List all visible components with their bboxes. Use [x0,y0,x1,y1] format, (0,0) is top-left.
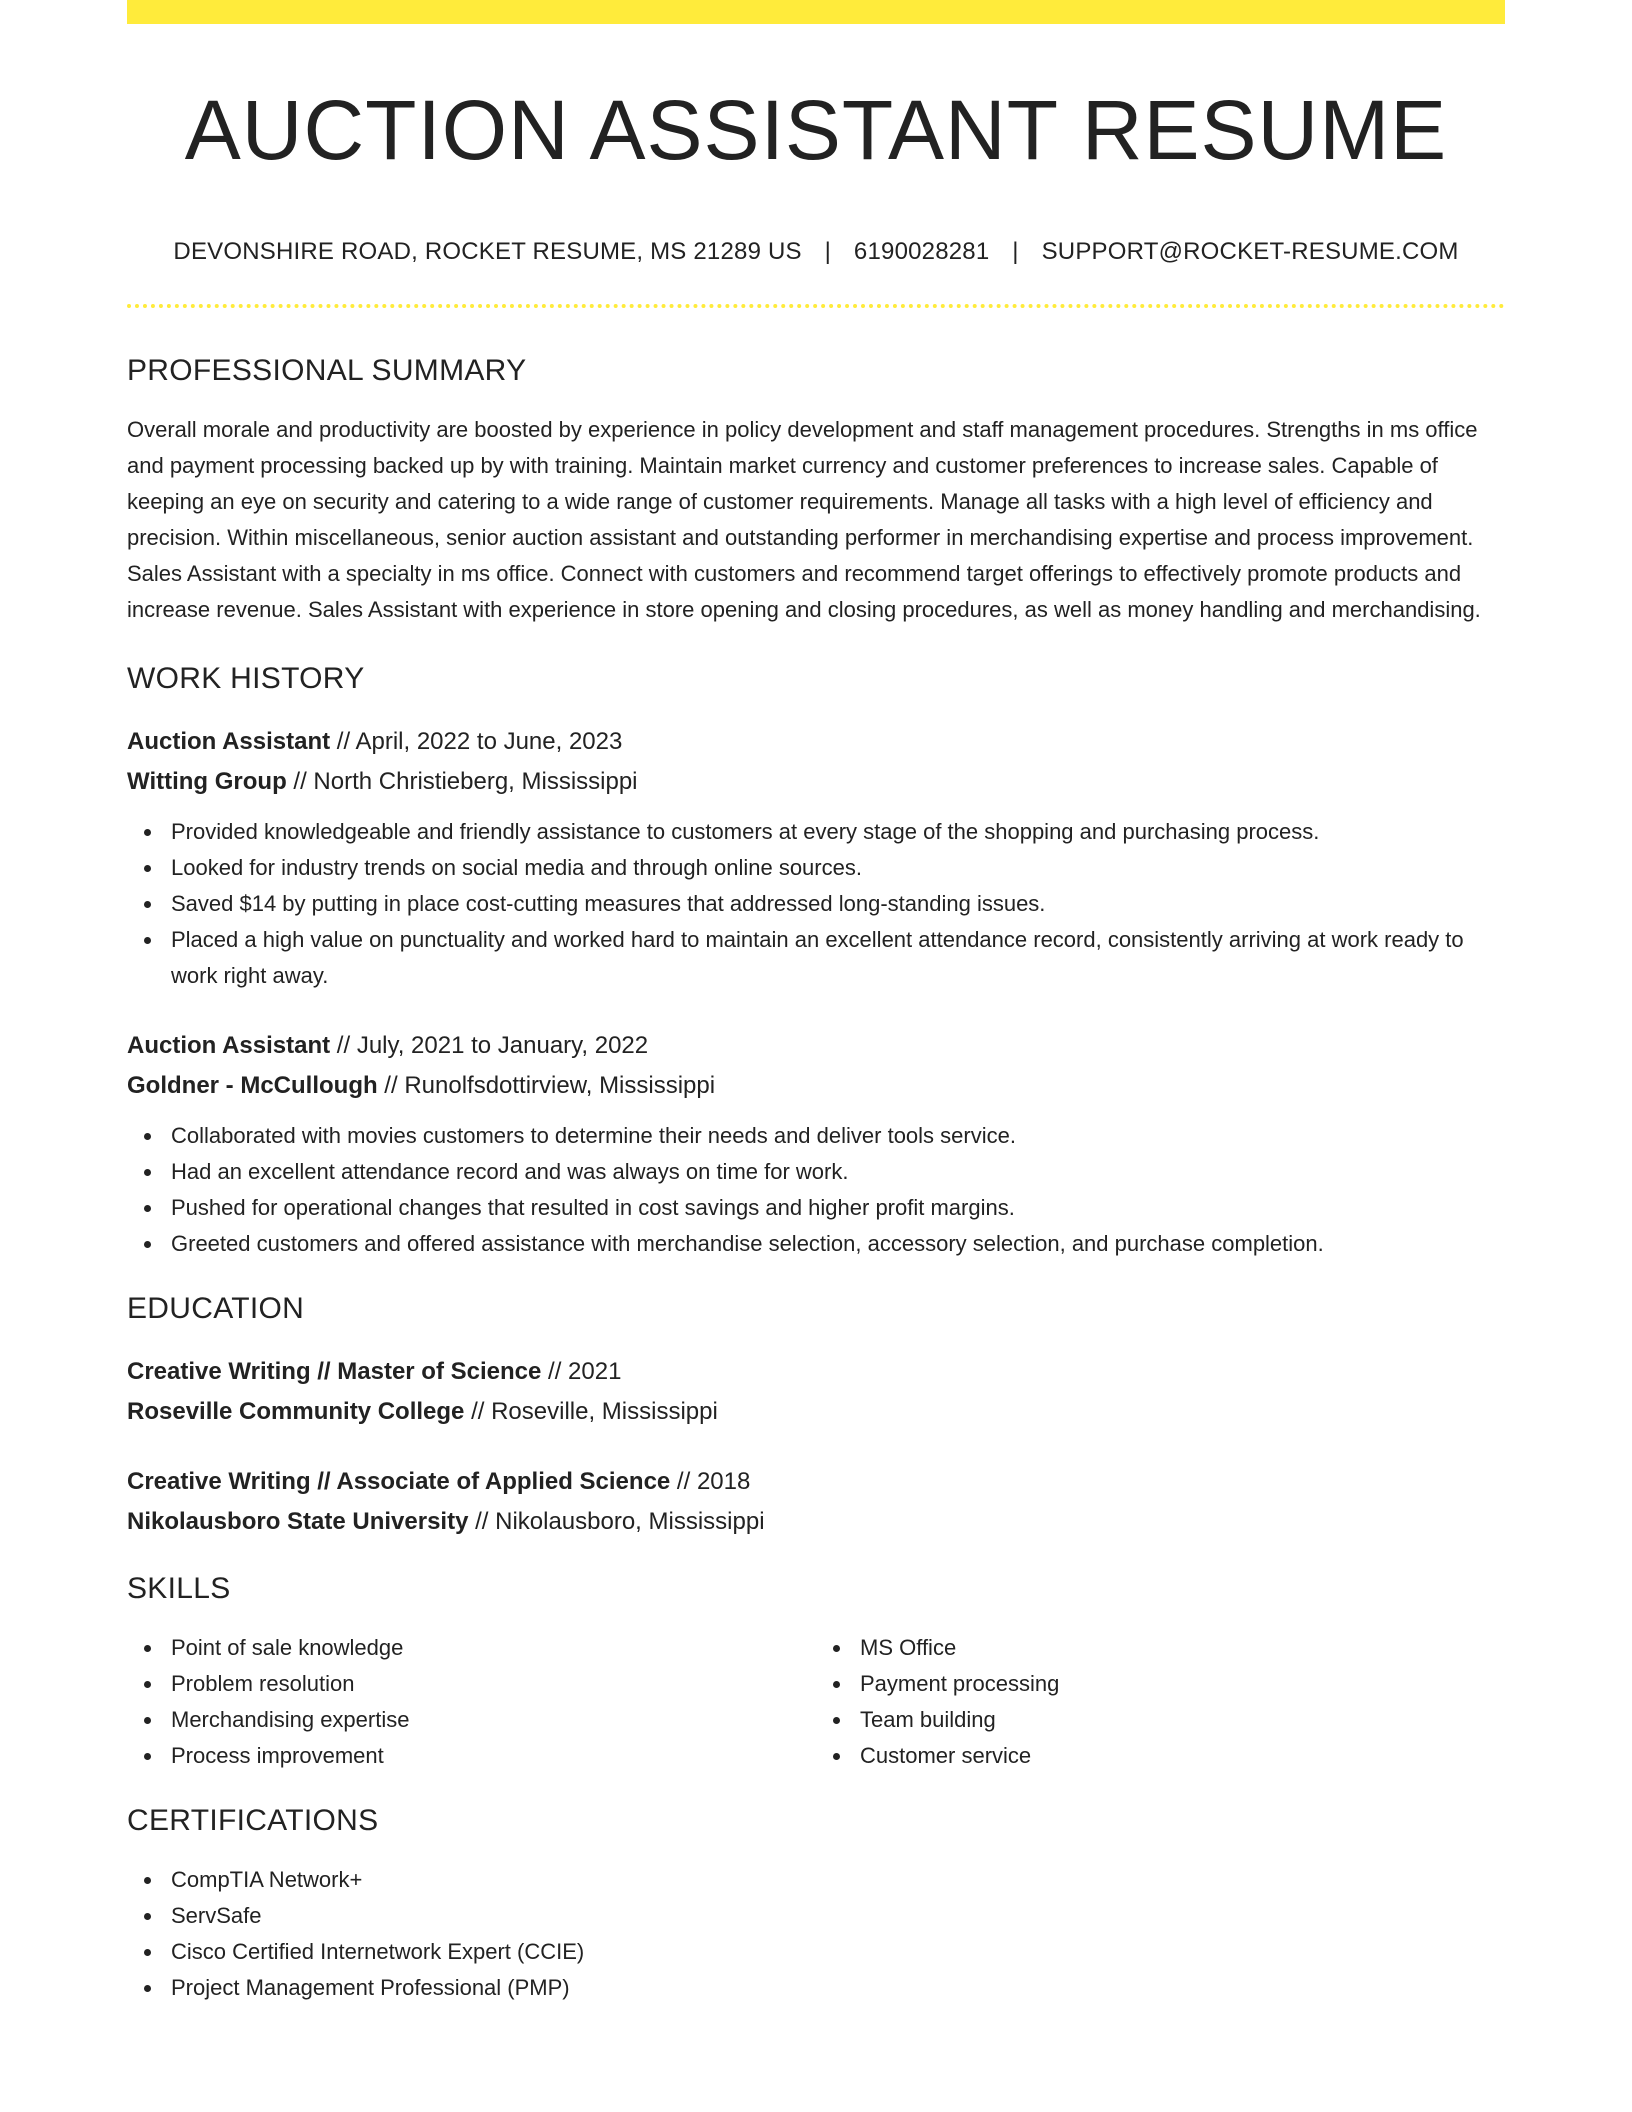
job-entry [127,1026,1505,1262]
work-history-heading: WORK HISTORY [127,662,365,696]
job-company-line [127,1066,1505,1106]
list-item: Point of sale knowledge [127,1630,816,1666]
job-title-line [127,1026,1505,1066]
job-bullets [127,1118,1505,1262]
job-company: Goldner - McCullough [127,1072,378,1100]
list-item: Team building [816,1702,1505,1738]
summary-text: Overall morale and productivity are boosted by experience in policy development and staff management procedures. Strengths in ms office and payment processing backed up by with training. Maintain market currency and customer preferences to increase sales. Capable of keeping an eye on security and catering to a wide range of customer requirements. Manage all tasks with a high level of efficiency and precision. Within miscellaneous, senior auction assistant and outstanding performer in merchandising expertise and process improvement. Sales Assistant with a specialty in ms office. Connect with customers and recommend target offerings to effectively promote products and increase revenue. Sales Assistant with experience in store opening and closing procedures, as well as money handling and merchandising. [127,417,1481,623]
list-item: Customer service [816,1738,1505,1774]
job-dates: // July, 2021 to January, 2022 [330,1032,649,1060]
degree-year: // 2021 [541,1358,622,1386]
list-item: Pushed for operational changes that resulted in cost savings and higher profit margins. [127,1190,1505,1226]
skills-grid [127,1630,1505,1774]
job-location: // Runolfsdottirview, Mississippi [377,1072,716,1100]
degree: Creative Writing // Associate of Applied Science [127,1468,671,1496]
school-line [127,1392,1505,1432]
education-entry [127,1352,1505,1432]
certifications-list [127,1862,1505,2006]
job-company-line [127,762,1505,802]
job-entry [127,722,1505,994]
list-item: ServSafe [127,1898,1505,1934]
contact-line [127,238,1505,266]
school-location: // Nikolausboro, Mississippi [468,1508,765,1536]
job-dates: // April, 2022 to June, 2023 [330,728,623,756]
contact-address: DEVONSHIRE ROAD, ROCKET RESUME, MS 21289 US [173,238,802,266]
school-location: // Roseville, Mississippi [464,1398,718,1426]
list-item: Looked for industry trends on social media and through online sources. [127,850,1505,886]
summary-heading: PROFESSIONAL SUMMARY [127,354,527,388]
skills-left-column [127,1630,816,1774]
job-title-line [127,722,1505,762]
skills-heading: SKILLS [127,1572,231,1606]
job-company: Witting Group [127,768,287,796]
skills-right-column [816,1630,1505,1774]
list-item: Merchandising expertise [127,1702,816,1738]
list-item: Cisco Certified Internetwork Expert (CCIE) [127,1934,1505,1970]
degree-year: // 2018 [670,1468,751,1496]
contact-separator: | [1012,238,1019,266]
certifications-heading: CERTIFICATIONS [127,1804,379,1838]
school: Roseville Community College [127,1398,465,1426]
list-item: Greeted customers and offered assistance with merchandise selection, accessory selection, and purchase completion. [127,1226,1505,1262]
contact-phone: 6190028281 [853,238,990,266]
contact-email: SUPPORT@ROCKET-RESUME.COM [1041,238,1459,266]
school-line [127,1502,1505,1542]
contact-separator: | [824,238,832,266]
job-location: // North Christieberg, Mississippi [286,768,638,796]
list-item: Project Management Professional (PMP) [127,1970,1505,2006]
job-bullets [127,814,1505,994]
list-item: Payment processing [816,1666,1505,1702]
list-item: Problem resolution [127,1666,816,1702]
education-entry [127,1462,1505,1542]
list-item: Provided knowledgeable and friendly assistance to customers at every stage of the shopping and purchasing process. [127,814,1505,850]
school: Nikolausboro State University [127,1508,469,1536]
list-item: CompTIA Network+ [127,1862,1505,1898]
list-item: Process improvement [127,1738,816,1774]
list-item: Had an excellent attendance record and was always on time for work. [127,1154,1505,1190]
education-heading: EDUCATION [127,1292,305,1326]
accent-bar [127,0,1505,24]
job-title: Auction Assistant [127,1032,331,1060]
dotted-divider [127,304,1505,308]
list-item: MS Office [816,1630,1505,1666]
degree-line [127,1352,1505,1392]
job-title: Auction Assistant [127,728,331,756]
degree: Creative Writing // Master of Science [127,1358,542,1386]
education-list [127,1352,1505,1542]
page-title: AUCTION ASSISTANT RESUME [184,83,1448,177]
list-item: Placed a high value on punctuality and worked hard to maintain an excellent attendance record, consistently arriving at work ready to work right away. [127,922,1505,994]
degree-line [127,1462,1505,1502]
list-item: Saved $14 by putting in place cost-cutting measures that addressed long-standing issues. [127,886,1505,922]
list-item: Collaborated with movies customers to determine their needs and deliver tools service. [127,1118,1505,1154]
